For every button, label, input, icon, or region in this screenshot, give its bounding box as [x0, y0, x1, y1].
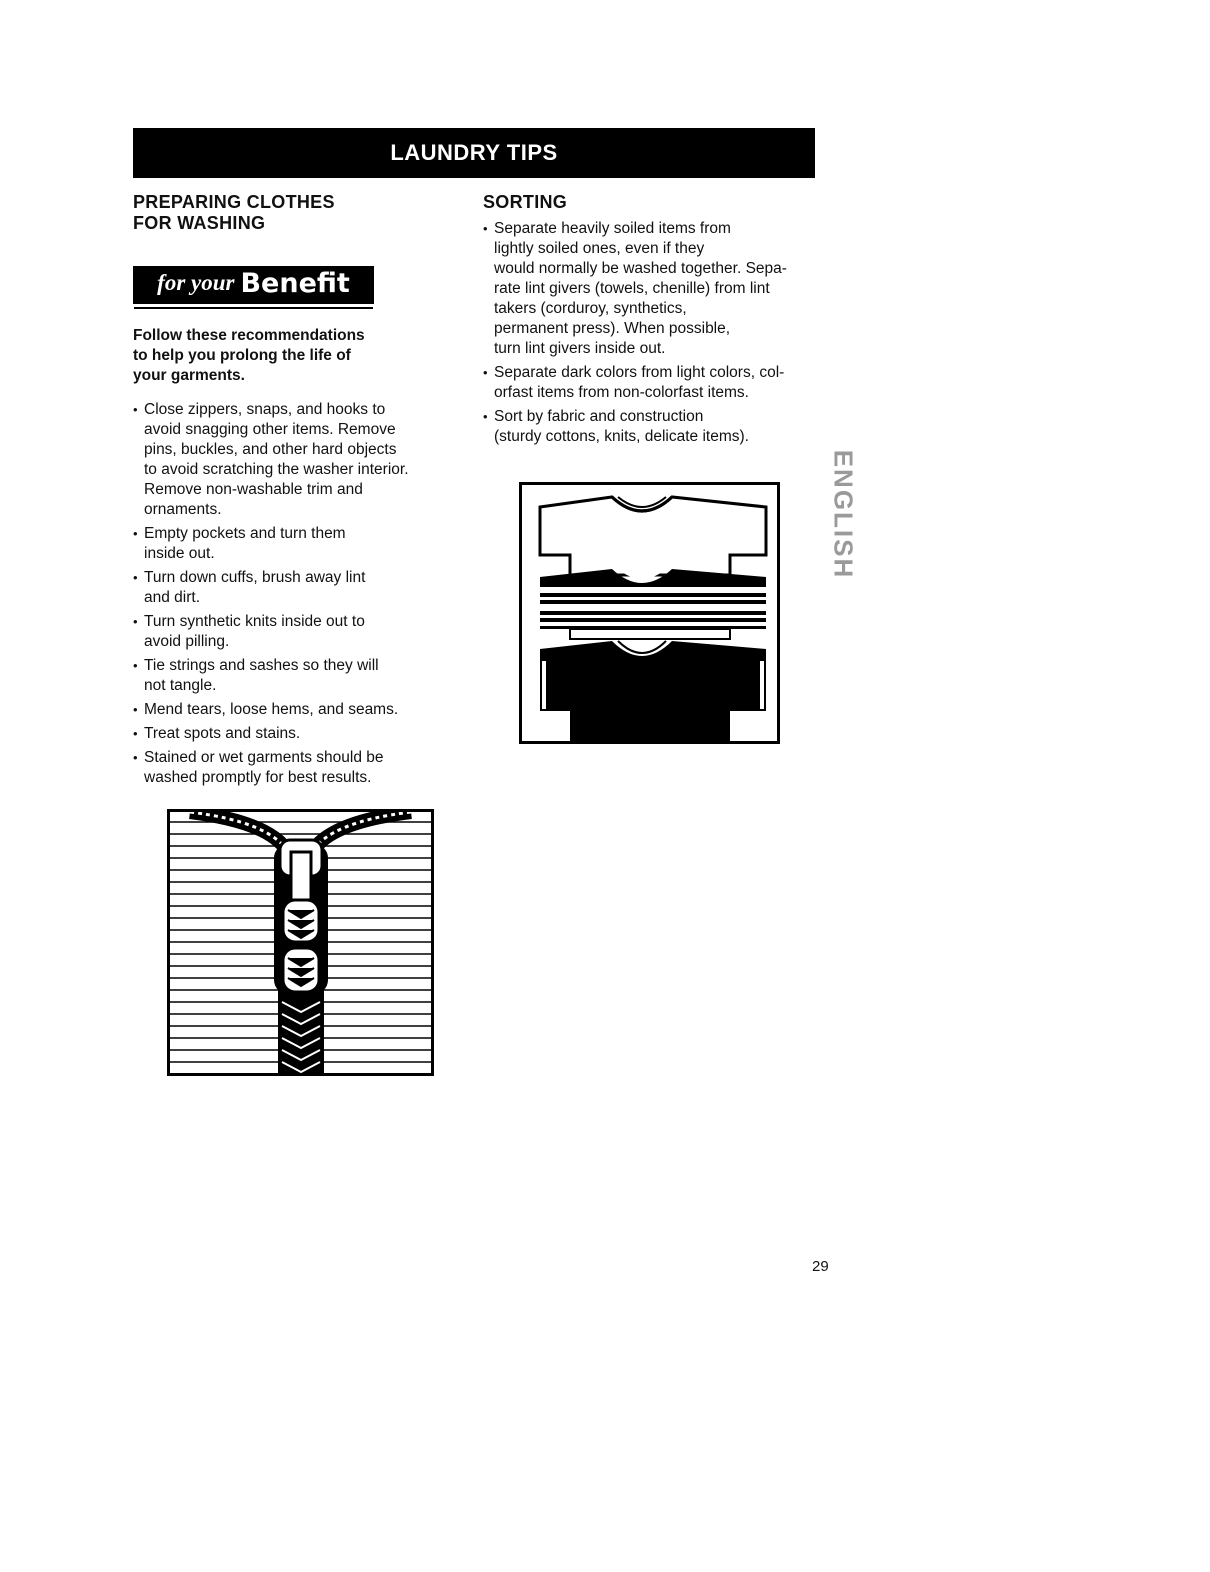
list-item: • Stained or wet garments should be washed promptly for best results.	[133, 748, 463, 788]
intro-text: Follow these recommendations to help you prolong the life of your garments.	[133, 327, 365, 384]
list-item: • Turn synthetic knits inside out to avoid pilling.	[133, 612, 463, 652]
list-item: • Separate dark colors from light colors, col- orfast items from non-colorfast items.	[483, 363, 843, 403]
sorting-list	[483, 219, 843, 447]
preparing-section	[133, 192, 463, 792]
list-item: • Separate heavily soiled items from lightly soiled ones, even if they would normally be washed together. Sepa- rate lint givers (towels, chenille) from lint takers (corduroy, synthetics, permanent press). When possible, turn lint givers inside out.	[483, 219, 843, 359]
page-number: 29	[812, 1258, 829, 1275]
zipper-icon	[170, 812, 431, 1073]
page-title: LAUNDRY TIPS	[390, 140, 558, 165]
zipper-illustration	[167, 809, 434, 1076]
for-your-benefit-badge	[133, 266, 374, 304]
sorted-shirts-illustration	[519, 482, 780, 744]
list-item: • Tie strings and sashes so they will not tangle.	[133, 656, 463, 696]
list-item: • Sort by fabric and construction (sturdy cottons, knits, delicate items).	[483, 407, 843, 447]
preparing-title: PREPARING CLOTHES FOR WASHING	[133, 192, 335, 233]
language-tab	[829, 424, 857, 604]
list-item: • Turn down cuffs, brush away lint and dirt.	[133, 568, 463, 608]
shirts-icon	[522, 485, 777, 741]
list-item: • Empty pockets and turn them inside out.	[133, 524, 463, 564]
benefit-word: Benefit	[240, 267, 350, 299]
list-item: • Close zippers, snaps, and hooks to avoid snagging other items. Remove pins, buckles, and other hard objects to avoid scratching the washer interior. Remove non-washable trim and ornaments.	[133, 400, 463, 520]
list-item: • Treat spots and stains.	[133, 724, 463, 744]
sorting-section	[483, 192, 843, 451]
preparing-list	[133, 400, 463, 788]
list-item: • Mend tears, loose hems, and seams.	[133, 700, 463, 720]
language-tab-label: ENGLISH	[828, 449, 859, 579]
benefit-prefix: for your	[157, 270, 235, 295]
header-bar	[133, 128, 815, 178]
sorting-title: SORTING	[483, 192, 568, 212]
